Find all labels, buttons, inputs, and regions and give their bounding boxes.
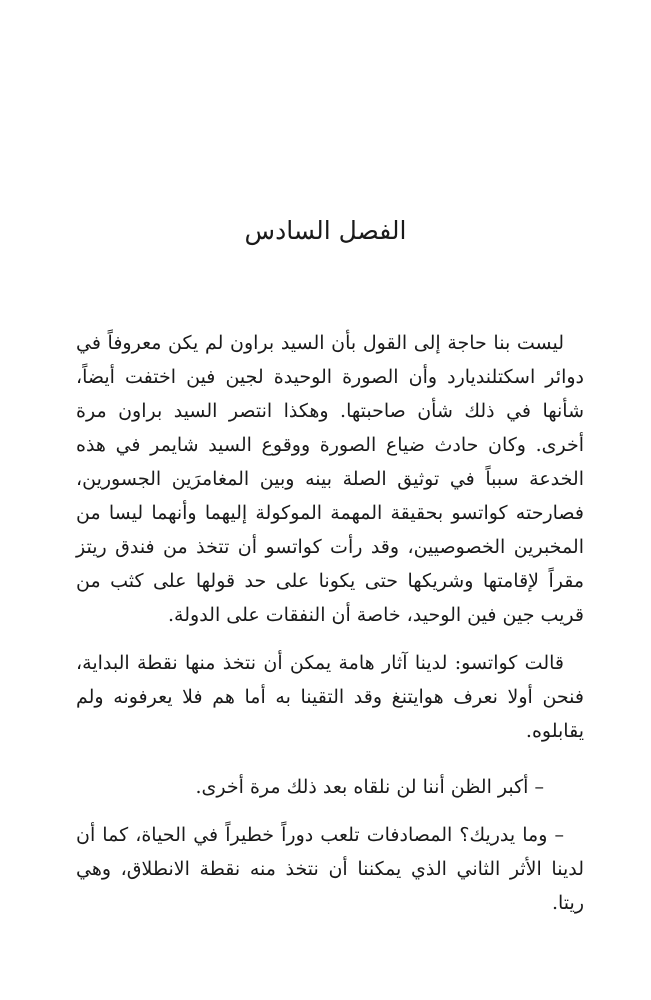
dialogue-line-1: – أكبر الظن أننا لن نلقاه بعد ذلك مرة أخرى. (195, 776, 544, 798)
chapter-title: الفصل السادس (244, 216, 407, 245)
paragraph-2: قالت كواتسو: لدينا آثار هامة يمكن أن نتخذ منها نقطة البداية، فنحن أولا نعرف هوايتنغ وقد التقينا به أما هم فلا يعرفونه ولم يقابلوه. (76, 652, 584, 742)
paragraph-1: ليست بنا حاجة إلى القول بأن السيد براون لم يكن معروفاً في دوائر اسكتلنديارد وأن الصورة الوحيدة لجين فين اختفت أيضاً، شأنها في ذلك شأن صاحبتها. وهكذا انتصر السيد براون مرة أخرى. وكان حادث ضياع الصورة ووقوع السيد شايمر في هذه الخدعة سبباً في توثيق الصلة بينه وبين المغامرَين الجسورين، فصارحته كواتسو بحقيقة المهمة الموكولة إليهما وأنهما ليسا من المخبرين الخصوصيين، وقد رأت كواتسو أن تتخذ من فندق ريتز مقراً لإقامتها وشريكها حتى يكونا على حد قولها على كثب من قريب جين فين الوحيد، خاصة أن النفقات على الدولة. (76, 332, 584, 626)
dialogue-line-2: – وما يدريك؟ المصادفات تلعب دوراً خطيراً في الحياة، كما أن لدينا الأثر الثاني الذي يمكننا أن نتخذ منه نقطة الانطلاق، وهي ريتا. (76, 824, 584, 914)
chapter-body (76, 326, 584, 920)
